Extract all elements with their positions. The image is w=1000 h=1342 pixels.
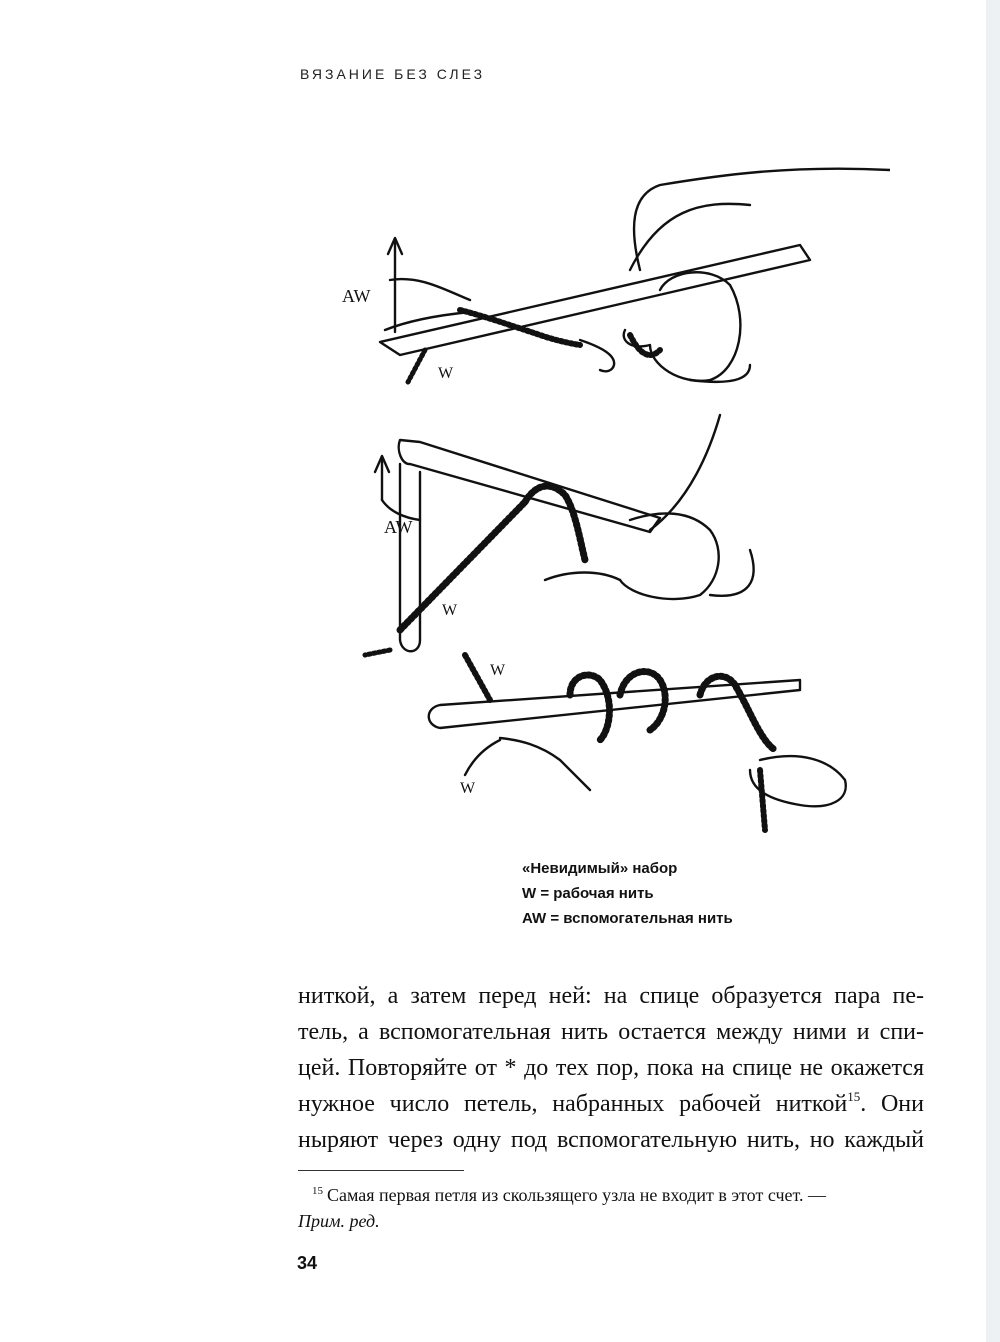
knitting-illustration: [330, 150, 890, 850]
footnote-text: Самая первая петля из скользящего узла не входит в этот счет. —: [327, 1185, 826, 1205]
body-line-text: нужное число петель, набранных рабочей ниткой: [298, 1091, 848, 1117]
body-line: тель, а вспомогательная нить остается между ними и спи-: [298, 1019, 924, 1045]
figure-caption: [522, 856, 733, 931]
body-line: цей. Повторяйте от * до тех пор, пока на спице не окажется: [298, 1055, 924, 1081]
body-line: [298, 1086, 924, 1122]
figure-2: [365, 415, 754, 655]
caption-legend-aw: AW = вспомогательная нить: [522, 910, 733, 927]
needle-2: [399, 440, 660, 532]
body-text: [298, 978, 924, 1158]
label-w-1: W: [438, 365, 454, 382]
footnote-rule: [298, 1170, 464, 1171]
page-edge: [986, 0, 1000, 1342]
footnote-tail: Прим. ред.: [298, 1211, 380, 1231]
body-line-text: . Они: [860, 1091, 924, 1117]
footnote: [298, 1178, 928, 1234]
label-w-4: W: [460, 780, 476, 797]
footnote-number: 15: [312, 1185, 323, 1197]
body-line: ниткой, а затем перед ней: на спице образуется пара пе-: [298, 983, 924, 1009]
needle-1: [380, 245, 810, 355]
body-line: ныряют через одну под вспомогательную нить, но каждый: [298, 1127, 924, 1153]
label-w-3: W: [490, 662, 506, 679]
label-w-2: W: [442, 602, 458, 619]
caption-legend-w: W = рабочая нить: [522, 885, 654, 902]
running-head: ВЯЗАНИЕ БЕЗ СЛЕЗ: [300, 66, 486, 82]
figure-3: [429, 655, 846, 830]
footnote-ref[interactable]: 15: [847, 1089, 861, 1104]
caption-title: «Невидимый» набор: [522, 860, 678, 877]
label-aw-2: AW: [384, 517, 413, 537]
page-number: 34: [297, 1253, 318, 1273]
label-aw-1: AW: [342, 286, 371, 306]
figure-1: [380, 169, 890, 382]
